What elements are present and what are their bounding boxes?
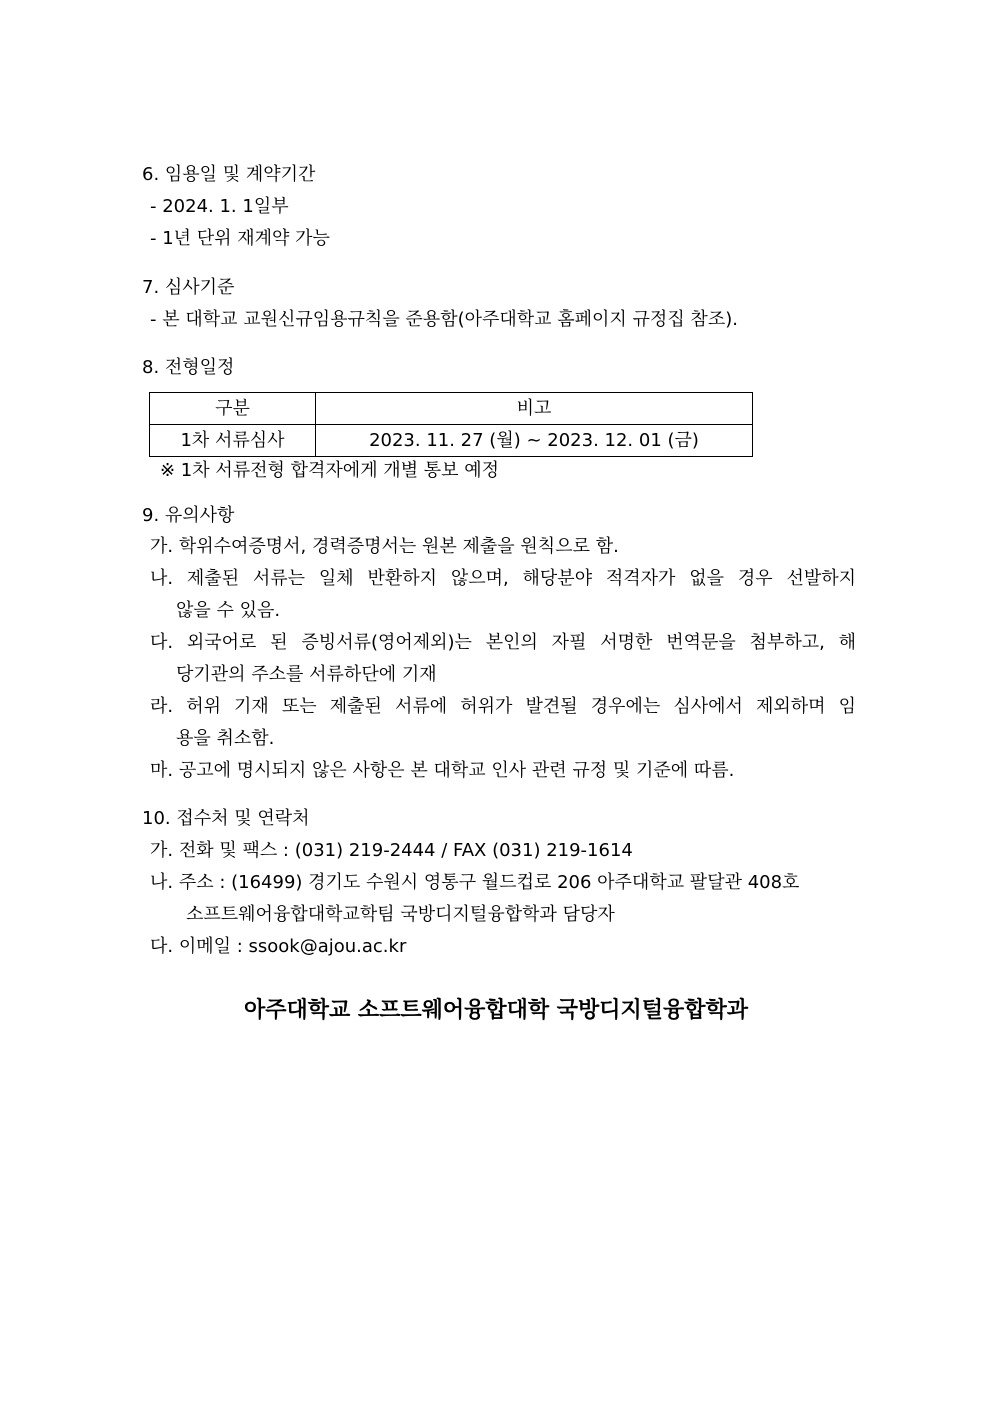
notice-item-ra-line-1: 라. 허위 기재 또는 제출된 서류에 허위가 발견될 경우에는 심사에서 제외하며 임	[150, 696, 856, 717]
section-6-item-2: - 1년 단위 재계약 가능	[150, 228, 330, 249]
contact-phone-fax: 가. 전화 및 팩스 : (031) 219-2444 / FAX (031) 219-1614	[150, 840, 633, 861]
notice-item-ma: 마. 공고에 명시되지 않은 사항은 본 대학교 인사 관련 규정 및 기준에 따름.	[150, 760, 735, 781]
table-header-cell: 비고	[316, 393, 753, 425]
notice-item-na-line-1: 나. 제출된 서류는 일체 반환하지 않으며, 해당분야 적격자가 없을 경우 선발하지	[150, 568, 856, 589]
notice-item-na-line-2: 않을 수 있음.	[176, 600, 281, 621]
section-7-item-1: - 본 대학교 교원신규임용규칙을 준용함(아주대학교 홈페이지 규정집 참조).	[150, 309, 738, 330]
notice-item-ra-line-2: 용을 취소함.	[176, 728, 275, 749]
table-cell: 2023. 11. 27 (월) ~ 2023. 12. 01 (금)	[316, 425, 753, 457]
schedule-table	[149, 392, 753, 457]
section-7-heading: 7. 심사기준	[142, 277, 235, 298]
schedule-note: ※ 1차 서류전형 합격자에게 개별 통보 예정	[160, 460, 500, 481]
contact-email: 다. 이메일 : ssook@ajou.ac.kr	[150, 936, 407, 957]
table-row	[150, 425, 753, 457]
department-signature: 아주대학교 소프트웨어융합대학 국방디지털융합학과	[243, 998, 749, 1023]
section-8-heading: 8. 전형일정	[142, 357, 235, 378]
table-cell: 1차 서류심사	[150, 425, 316, 457]
contact-address-line-2: 소프트웨어융합대학교학팀 국방디지털융합학과 담당자	[186, 904, 615, 925]
notice-item-da-line-2: 당기관의 주소를 서류하단에 기재	[176, 664, 437, 685]
section-10-heading: 10. 접수처 및 연락처	[142, 808, 310, 829]
contact-address-line-1: 나. 주소 : (16499) 경기도 수원시 영통구 월드컵로 206 아주대학교 팔달관 408호	[150, 872, 800, 893]
table-header-row	[150, 393, 753, 425]
notice-item-ga: 가. 학위수여증명서, 경력증명서는 원본 제출을 원칙으로 함.	[150, 536, 619, 557]
section-9-heading: 9. 유의사항	[142, 505, 235, 526]
table-header-cell: 구분	[150, 393, 316, 425]
notice-item-da-line-1: 다. 외국어로 된 증빙서류(영어제외)는 본인의 자필 서명한 번역문을 첨부하고, 해	[150, 632, 856, 653]
section-6-item-1: - 2024. 1. 1일부	[150, 196, 289, 217]
section-6-heading: 6. 임용일 및 계약기간	[142, 164, 316, 185]
